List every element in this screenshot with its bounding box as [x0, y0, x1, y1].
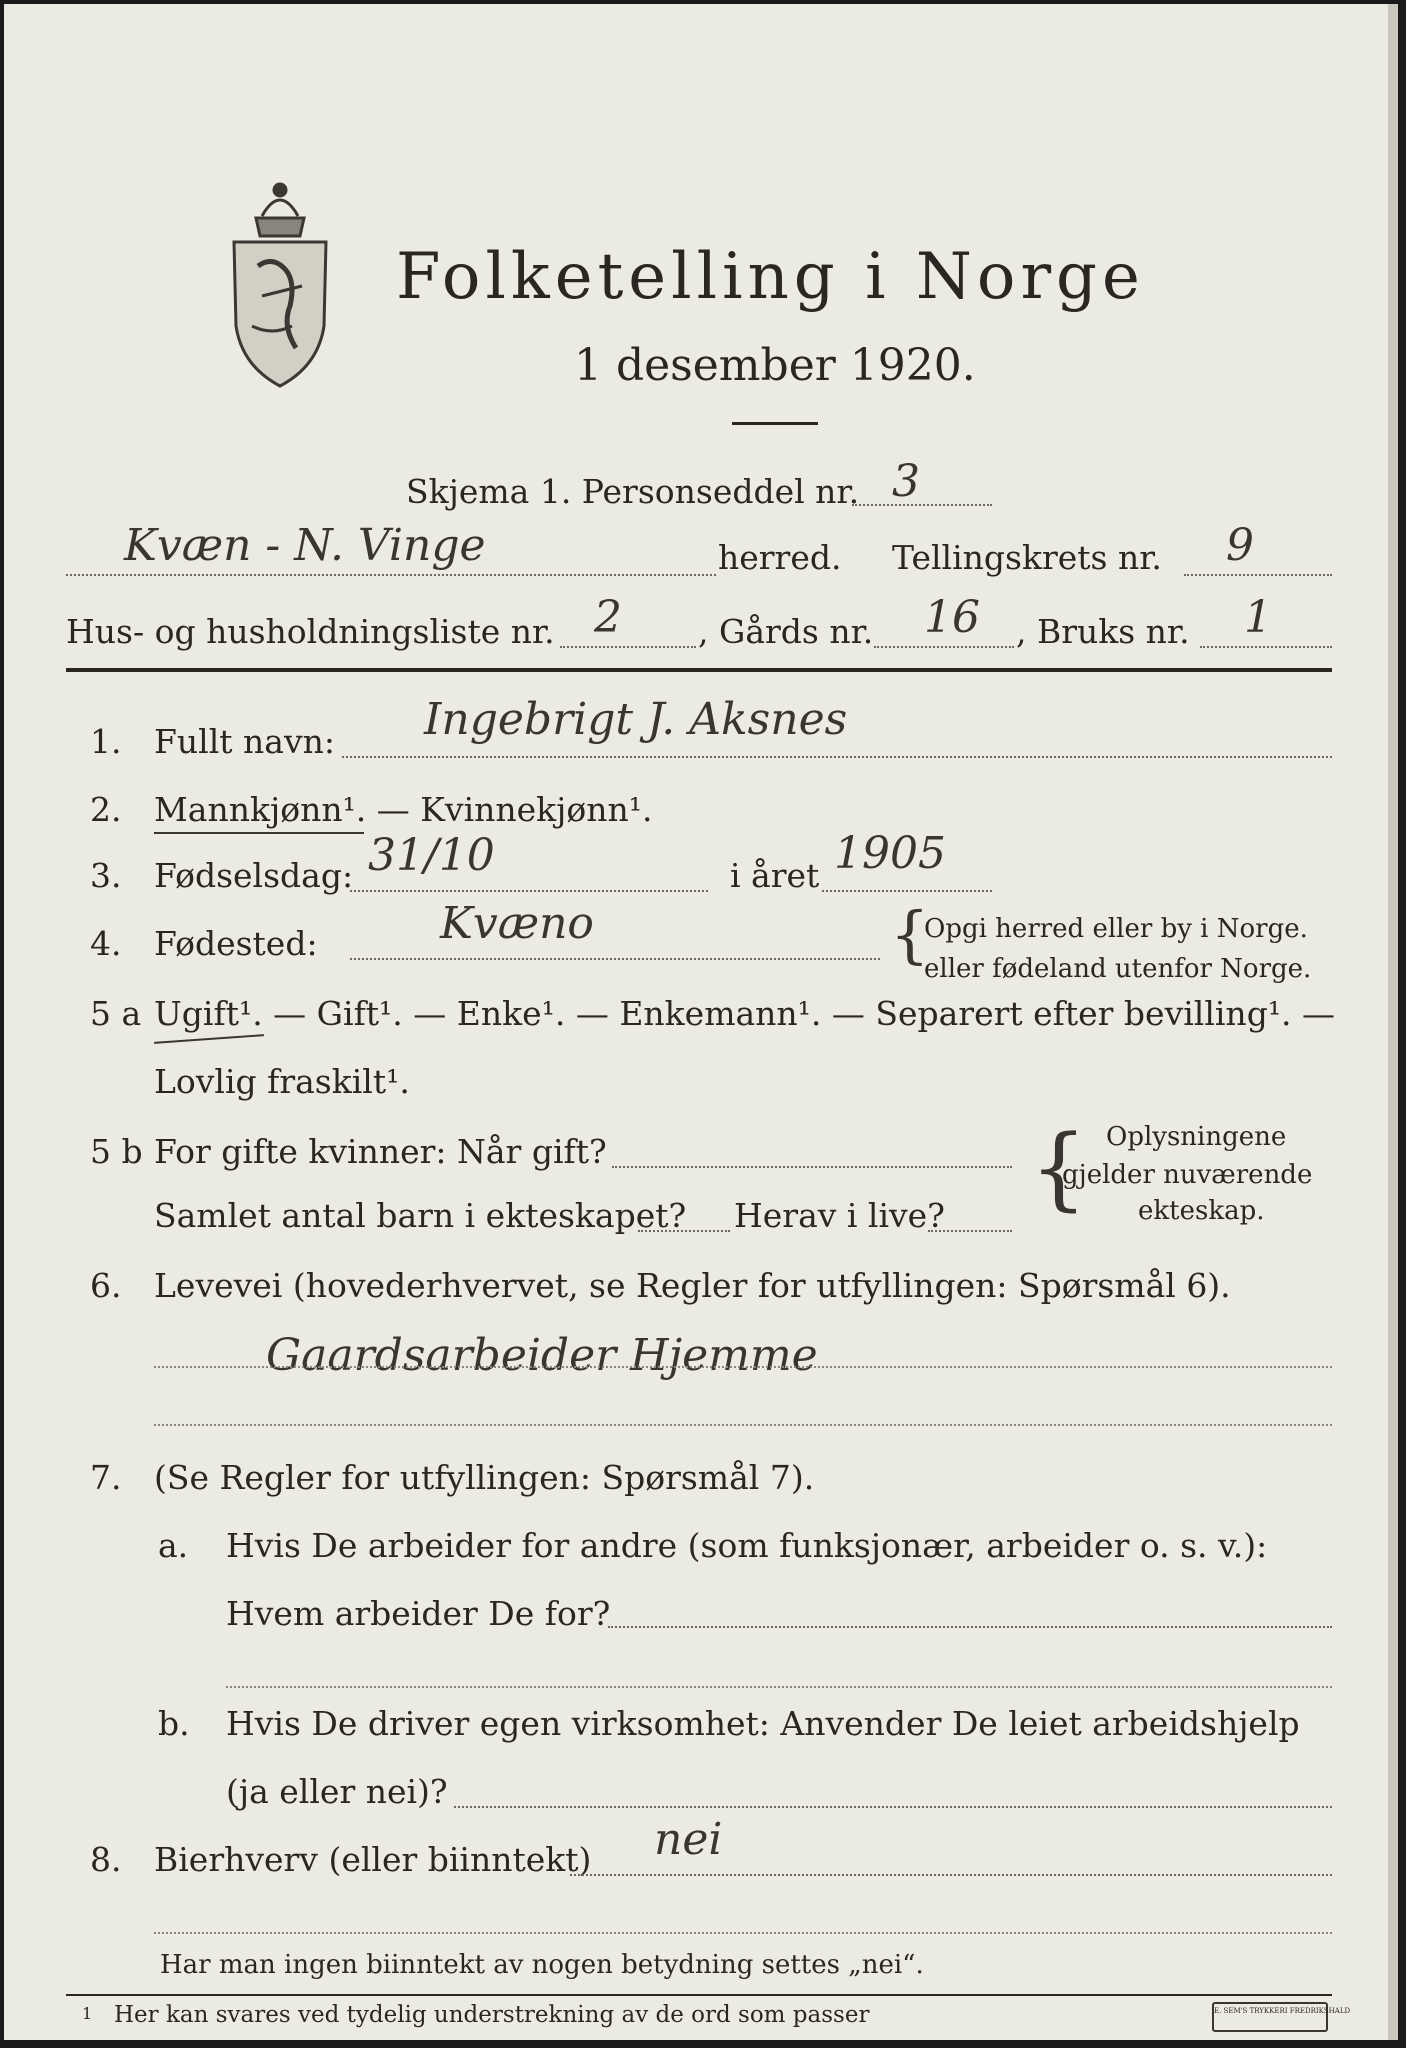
- q3-year-label: i året: [730, 856, 820, 895]
- q7b-line1: Hvis De driver egen virksomhet: Anvender De leiet arbeidshjelp: [226, 1704, 1300, 1743]
- q5a-line1: Ugift¹. — Gift¹. — Enke¹. — Enkemann¹. — Separert efter bevilling¹. —: [154, 994, 1336, 1033]
- q6-value: Gaardsarbeider Hjemme: [266, 1330, 818, 1381]
- q2-label: Mannkjønn¹. — Kvinnekjønn¹.: [154, 790, 653, 829]
- q2-underline: [154, 832, 364, 834]
- q1-value: Ingebrigt J. Aksnes: [424, 694, 848, 745]
- q7a-line1: Hvis De arbeider for andre (som funksjonær, arbeider o. s. v.):: [226, 1526, 1268, 1565]
- q3-year-line: [822, 890, 992, 892]
- q4-label: Fødested:: [154, 924, 318, 963]
- liste-label: Hus- og husholdningsliste nr.: [66, 612, 555, 651]
- q5a-underline: [154, 1034, 264, 1044]
- q7a-number: a.: [158, 1526, 189, 1565]
- herred-label: herred.: [718, 538, 842, 577]
- schema-label: Skjema 1. Personseddel nr.: [406, 472, 860, 511]
- q3-value: 31/10: [368, 830, 495, 881]
- q6-label: Levevei (hovederhvervet, se Regler for utfyllingen: Spørsmål 6).: [154, 1266, 1231, 1305]
- q5b-line2a: Samlet antal barn i ekteskapet?: [154, 1196, 687, 1235]
- q6-line1: [154, 1366, 1332, 1368]
- q7b-number: b.: [158, 1704, 190, 1743]
- q4-note-line2: eller fødeland utenfor Norge.: [924, 954, 1312, 984]
- q6-number: 6.: [90, 1266, 122, 1305]
- q5b-gift-line: [612, 1166, 1012, 1168]
- nei-note: Har man ingen biinntekt av nogen betydning settes „nei“.: [160, 1950, 924, 1980]
- gaard-value: 16: [924, 592, 980, 643]
- q3-line: [350, 890, 708, 892]
- krets-label: Tellingskrets nr.: [892, 538, 1162, 577]
- q5b-line1: For gifte kvinner: Når gift?: [154, 1132, 607, 1171]
- q7-label: (Se Regler for utfyllingen: Spørsmål 7).: [154, 1458, 815, 1497]
- bruks-label: , Bruks nr.: [1016, 612, 1190, 651]
- section-rule: [66, 668, 1332, 672]
- krets-value: 9: [1226, 520, 1254, 571]
- census-date: 1 desember 1920.: [574, 340, 976, 391]
- q3-year-value: 1905: [834, 828, 946, 879]
- q8-line-extra: [154, 1932, 1332, 1934]
- q7a-line2: Hvem arbeider De for?: [226, 1594, 611, 1633]
- q4-value: Kvæno: [440, 898, 594, 949]
- liste-line: [560, 646, 696, 648]
- q3-label: Fødselsdag:: [154, 856, 354, 895]
- gaard-label: , Gårds nr.: [698, 612, 874, 651]
- q5b-note3: ekteskap.: [1138, 1196, 1265, 1226]
- printer-text: E. SEM'S TRYKKERI FREDRIKSHALD: [1214, 2007, 1351, 2015]
- q4-brace: {: [890, 898, 930, 971]
- q5b-note1: Oplysningene: [1106, 1122, 1287, 1152]
- coat-of-arms-icon: [222, 176, 338, 390]
- q5b-brace: {: [1030, 1116, 1088, 1221]
- q1-line: [342, 756, 1332, 758]
- herred-value: Kvæn - N. Vinge: [124, 520, 486, 571]
- q4-number: 4.: [90, 924, 122, 963]
- q8-number: 8.: [90, 1840, 122, 1879]
- q7-number: 7.: [90, 1458, 122, 1497]
- q3-number: 3.: [90, 856, 122, 895]
- q5b-line2b: Herav i live?: [734, 1196, 945, 1235]
- census-form: [4, 4, 1398, 2040]
- q4-note-line1: Opgi herred eller by i Norge.: [924, 914, 1308, 944]
- gaard-line: [874, 646, 1014, 648]
- q5b-number: 5 b: [90, 1132, 143, 1171]
- footnote-text: Her kan svares ved tydelig understrekning av de ord som passer: [114, 2002, 870, 2028]
- form-title: Folketelling i Norge: [396, 240, 1145, 314]
- q7a-line-extra: [226, 1686, 1332, 1688]
- q5a-line2: Lovlig fraskilt¹.: [154, 1062, 410, 1101]
- q5b-barn-line: [638, 1230, 730, 1232]
- footnote-rule: [66, 1994, 1332, 1996]
- title-divider: [732, 422, 818, 425]
- person-nr-value: 3: [892, 456, 920, 507]
- q2-number: 2.: [90, 790, 122, 829]
- q1-number: 1.: [90, 722, 122, 761]
- q6-line2: [154, 1424, 1332, 1426]
- q7b-line2: (ja eller nei)?: [226, 1772, 448, 1811]
- liste-value: 2: [594, 592, 622, 643]
- q8-line: [570, 1874, 1332, 1876]
- herred-line: [66, 574, 716, 576]
- printer-stamp: [1212, 2002, 1351, 2032]
- q7b-line: [454, 1806, 1332, 1808]
- krets-line: [1184, 574, 1332, 576]
- bruks-value: 1: [1244, 592, 1272, 643]
- q7a-line: [608, 1626, 1332, 1628]
- q8-value: nei: [654, 1814, 723, 1865]
- q5a-number: 5 a: [90, 994, 142, 1033]
- q5b-note2: gjelder nuværende: [1062, 1160, 1313, 1190]
- q8-label: Bierhverv (eller biinntekt): [154, 1840, 592, 1879]
- q4-line: [350, 958, 880, 960]
- footnote-mark: 1: [82, 2004, 93, 2023]
- bruks-line: [1200, 646, 1332, 648]
- person-nr-line: [852, 504, 992, 506]
- q1-label: Fullt navn:: [154, 722, 335, 761]
- q5b-live-line: [928, 1230, 1012, 1232]
